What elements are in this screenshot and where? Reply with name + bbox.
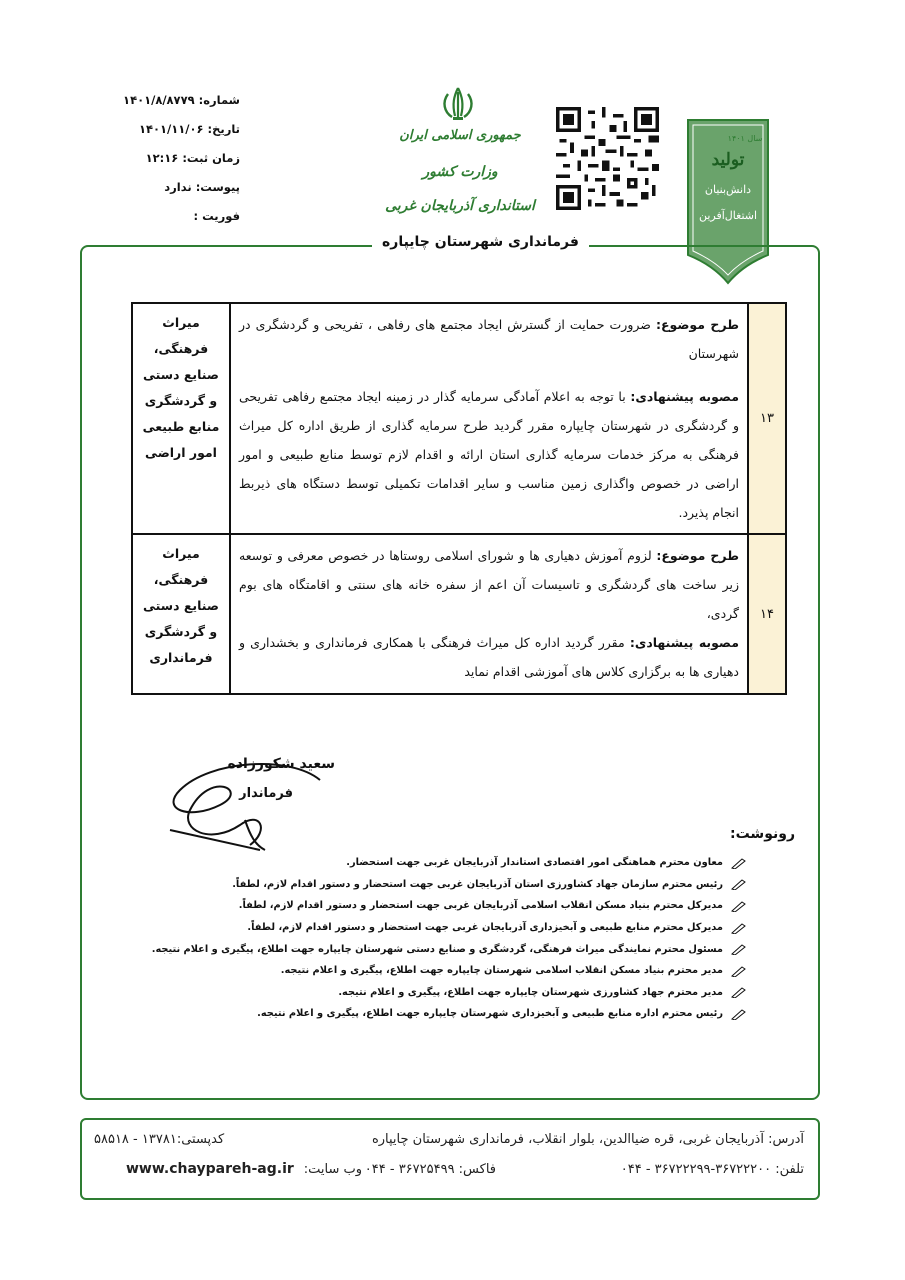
signatory-name: سعید شکورزاده: [227, 756, 335, 772]
pen-icon: [731, 1008, 747, 1020]
footer-fax: فاکس: ۳۶۷۲۵۴۹۹ - ۰۴۴: [364, 1162, 496, 1177]
list-item: مدیر محترم جهاد کشاورزی شهرستان چایپاره جهت اطلاع، پیگیری و اعلام نتیجه.: [207, 982, 747, 1004]
pen-icon: [731, 965, 747, 977]
header-province: استانداری آذربایجان غربی: [385, 198, 535, 214]
iran-emblem-icon: [438, 86, 478, 122]
footer: [80, 1118, 820, 1200]
list-item: مدیرکل محترم بنیاد مسکن انقلاب اسلامی آذربایجان غربی جهت استحضار و دستور اقدام لازم، لطفاً.: [207, 895, 747, 917]
table-row: [132, 303, 786, 534]
pen-icon: [731, 878, 747, 890]
footer-phone: تلفن: ۳۶۷۲۲۲۰۰-۳۶۷۲۲۲۹۹ - ۰۴۴: [620, 1162, 804, 1177]
badge-line2: دانش‌بنیان: [704, 183, 752, 196]
pen-icon: [731, 857, 747, 869]
pen-icon: [731, 986, 747, 998]
table-row: [132, 534, 786, 694]
office-title: فرمانداری شهرستان چایپاره: [372, 232, 589, 252]
signatory-title: فرماندار: [239, 786, 293, 801]
footer-postal: کدپستی:۱۳۷۸۱ - ۵۸۵۱۸: [94, 1132, 225, 1147]
letter-attachment: پیوست: ندارد: [164, 180, 240, 194]
list-item: مدیرکل محترم منابع طبیعی و آبخیزداری آذربایجان غربی جهت استحضار و دستور اقدام لازم، لطفاً.: [207, 917, 747, 939]
cc-list: [151, 852, 747, 1025]
badge-line3: اشتغال‌آفرین: [698, 209, 758, 222]
list-item: مدیر محترم بنیاد مسکن انقلاب اسلامی شهرستان چایپاره جهت اطلاع، پیگیری و اعلام نتیجه.: [207, 960, 747, 982]
row-content: طرح موضوع: ضرورت حمایت از گسترش ایجاد مجتمع های رفاهی ، تفریحی و گردشگری در شهرستان مصوبه پیشنهادی: با توجه به اعلام آمادگی سرمایه گذار در زمینه ایجاد مجتمع رفاهی تفریحی و گردشگری در شهرستان چایپاره مقرر گردید طرح سرمایه گذاری از طریق اداره کل میراث فرهنگی به مرکز خدمات سرمایه گذاری استان ارائه و اقدام لازم توسط منابع طبیعی و امور اراضی در خصوص واگذاری زمین مناسب و سایر اقدامات تکمیلی توسط دستگاه های ذیربط انجام پذیرد.: [230, 303, 748, 534]
row-number: ۱۴: [748, 534, 786, 694]
pen-icon: [731, 943, 747, 955]
row-content: طرح موضوع: لزوم آموزش دهیاری ها و شورای اسلامی روستاها در خصوص معرفی و توسعه زیر ساخت های گردشگری و تاسیسات آن اعم از سفره خانه های سنتی و اقامتگاه های بوم گردی، مصوبه پیشنهادی: مقرر گردید اداره کل میراث فرهنگی با همکاری فرمانداری و بخشداری و دهیاری ها به برگزاری کلاس های آموزشی اقدام نماید: [230, 534, 748, 694]
pen-icon: [731, 900, 747, 912]
qr-code-icon: [556, 107, 659, 210]
responsible-agencies: میراث فرهنگی، صنایع دستی و گردشگری منابع طبیعی امور اراضی: [132, 303, 230, 534]
row-number: ۱۳: [748, 303, 786, 534]
cc-title: رونوشت:: [730, 826, 795, 842]
footer-website-label: وب سایت:: [303, 1162, 362, 1177]
pen-icon: [731, 922, 747, 934]
header-ministry: وزارت کشور: [422, 164, 498, 180]
footer-website-link[interactable]: www.chaypareh-ag.ir: [126, 1161, 294, 1177]
badge-year: سال ۱۴۰۱: [727, 134, 763, 143]
list-item: رئیس محترم اداره منابع طبیعی و آبخیزداری شهرستان چایپاره جهت اطلاع، پیگیری و اعلام نتیجه.: [207, 1003, 747, 1025]
header-country: جمهوری اسلامی ایران: [399, 128, 521, 143]
letter-date: تاریخ: ۱۴۰۱/۱۱/۰۶: [138, 122, 240, 136]
list-item: رئیس محترم سازمان جهاد کشاورزی استان آذربایجان غربی جهت استحضار و دستور اقدام لازم، لطفاً.: [207, 874, 747, 896]
letter-urgency: فوریت :: [193, 209, 240, 223]
list-item: معاون محترم هماهنگی امور اقتصادی استاندار آذربایجان غربی جهت استحضار.: [207, 852, 747, 874]
letter-reg-time: زمان ثبت: ۱۲:۱۶: [145, 151, 240, 165]
responsible-agencies: میراث فرهنگی، صنایع دستی و گردشگری فرمانداری: [132, 534, 230, 694]
minutes-table: [131, 302, 787, 695]
badge-title: تولید: [711, 150, 745, 170]
list-item: مسئول محترم نمایندگی میراث فرهنگی، گردشگری و صنایع دستی شهرستان چایپاره جهت اطلاع، پیگیری و اعلام نتیجه.: [207, 938, 747, 960]
letter-meta: [40, 86, 240, 231]
footer-address: آدرس: آذربایجان غربی، قره ضیاالدین، بلوار انقلاب، فرمانداری شهرستان چایپاره: [371, 1132, 804, 1147]
letter-number: شماره: ۱۴۰۱/۸/۸۷۷۹: [123, 93, 240, 107]
